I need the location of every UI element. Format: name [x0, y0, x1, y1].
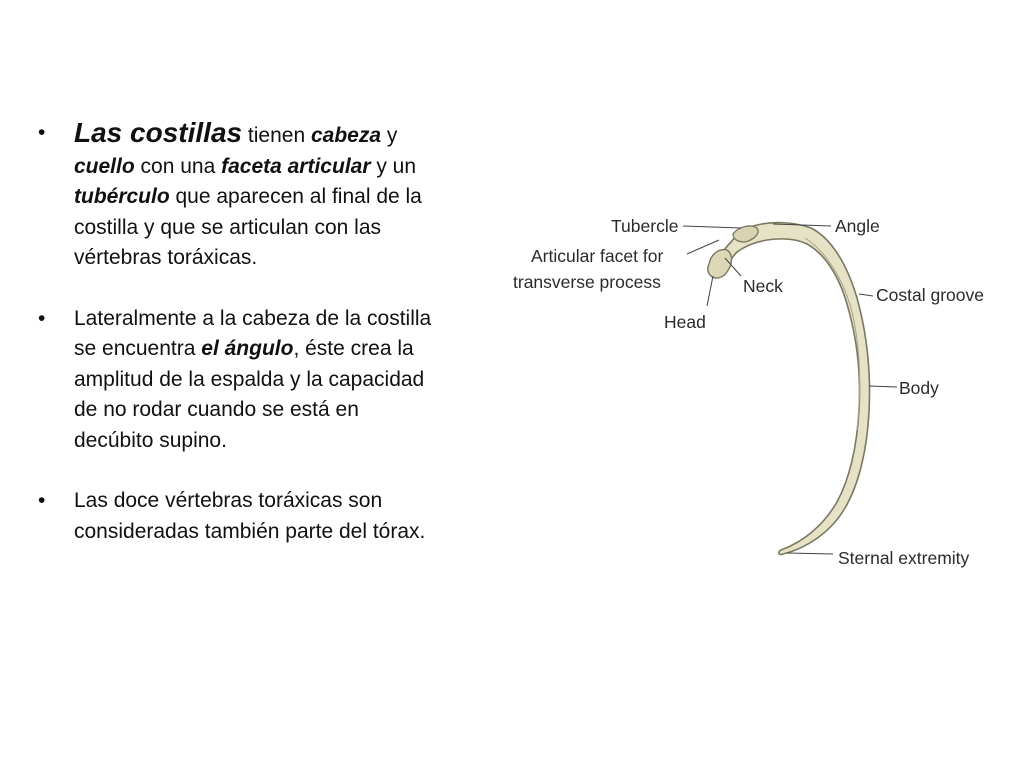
label-facet-line2: transverse process [513, 272, 661, 292]
run: que aparecen al final de la costilla y que se articulan con las vértebras toráxicas. [74, 185, 422, 269]
bullet-item-3 [38, 486, 438, 547]
bullet-list [38, 118, 438, 547]
run: con una [134, 154, 222, 178]
label-body: Body [899, 378, 939, 398]
run: cabeza [310, 124, 382, 147]
bullet-text-1 [74, 117, 422, 269]
label-sternal-extremity: Sternal extremity [838, 548, 970, 568]
leader-body [869, 386, 897, 387]
rib-head [708, 250, 732, 278]
leader-tubercle [683, 226, 741, 228]
leader-head [707, 276, 713, 306]
bullet-item-1 [38, 118, 438, 274]
run: el ángulo [201, 337, 294, 360]
label-head: Head [664, 312, 706, 332]
label-angle: Angle [835, 216, 880, 236]
run: faceta articular [221, 154, 371, 178]
rib-figure [505, 198, 1005, 578]
run: Las doce vértebras toráxicas son consideradas también parte del tórax. [74, 489, 426, 543]
leader-sternal [787, 553, 833, 554]
run: , éste crea la amplitud de la espalda y la capacidad de no rodar cuando se está en decúbito supino. [74, 337, 425, 452]
costal-groove-line [805, 238, 860, 430]
bullet-item-2 [38, 304, 438, 457]
label-neck: Neck [743, 276, 783, 296]
label-costal-groove: Costal groove [876, 285, 984, 305]
leader-facet [687, 240, 719, 254]
run: y [381, 124, 398, 147]
run: Las costillas [74, 117, 243, 148]
run: tubérculo [74, 185, 170, 208]
bullet-text-3 [74, 489, 425, 543]
text-column [38, 118, 438, 577]
run: cuello [74, 154, 135, 178]
label-tubercle: Tubercle [611, 216, 679, 236]
bullet-dot: • [38, 306, 46, 330]
label-facet-line1: Articular facet for [531, 246, 664, 266]
run: Lateralmente a la cabeza de la costilla se encuentra [74, 306, 432, 360]
leader-costal-groove [859, 294, 873, 296]
rib-diagram [505, 198, 1005, 578]
bullet-dot: • [38, 121, 46, 144]
run: tienen [242, 124, 311, 147]
bullet-dot: • [38, 489, 46, 512]
bullet-text-2 [74, 307, 431, 452]
run: y un [370, 154, 417, 178]
